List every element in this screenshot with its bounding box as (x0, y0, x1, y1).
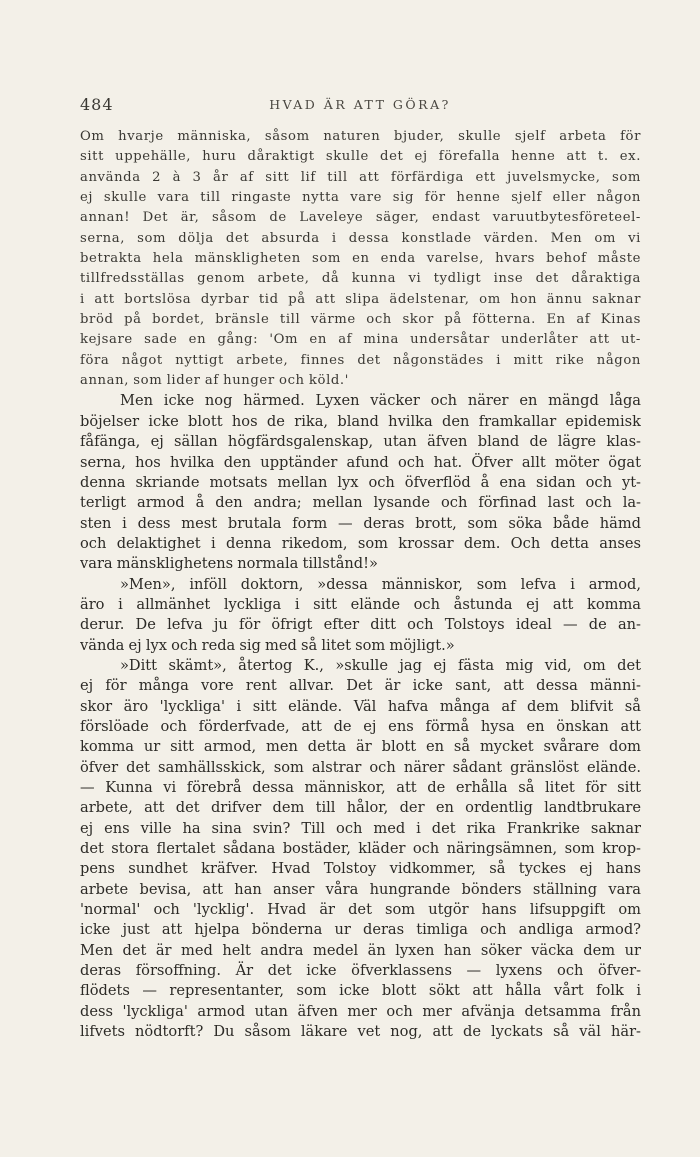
text-line: annan! Det är, såsom de Laveleye säger, endast varuutbytesföreteel- (80, 210, 641, 226)
text-line: serna, hos hvilka den upptänder afund och hat. Öfver allt möter ögat (80, 453, 641, 471)
text-line: pens sundhet kräfver. Hvad Tolstoy vidkommer, så tyckes ej hans (80, 860, 641, 878)
text-line: lifvets nödtorft? Du såsom läkare vet nog, att de lyckats så väl här- (80, 1023, 641, 1041)
text-line: använda 2 à 3 år af sitt lif till att förfärdiga ett juvelsmycke, som (80, 169, 641, 185)
text-line: öfver det samhällsskick, som alstrar och närer sådant gränslöst elände. (80, 758, 641, 776)
text-line: fåfänga, ej sällan högfärdsgalenskap, utan äfven bland de lägre klas- (80, 433, 641, 451)
text-line: det stora flertalet sådana bostäder, kläder och näringsämnen, som krop- (80, 840, 641, 858)
text-line: böjelser icke blott hos de rika, bland hvilka den framkallar epidemisk (80, 412, 641, 430)
text-line: sitt uppehälle, huru dåraktigt skulle det ej förefalla henne att t. ex. (80, 149, 641, 165)
text-line: »Men», inföll doktorn, »dessa människor, som lefva i armod, (120, 575, 641, 593)
text-line: komma ur sitt armod, men detta är blott en så mycket svårare dom (80, 738, 641, 756)
text-line: — Kunna vi förebrå dessa människor, att de erhålla så litet för sitt (80, 779, 641, 796)
text-line: vara mänsklighetens normala tillstånd!» (80, 555, 378, 573)
text-line: terligt armod å den andra; mellan lysande och förfinad last och la- (80, 494, 641, 512)
text-line: skor äro 'lyckliga' i sitt elände. Väl hafva många af dem blifvit så (80, 697, 641, 715)
text-line: Men icke nog härmed. Lyxen väcker och närer en mängd låga (120, 392, 641, 410)
running-title: HVAD ÄR ATT GÖRA? (269, 97, 451, 112)
text-line: flödets — representanter, som icke blott sökt att hålla vårt folk i (80, 982, 641, 1000)
text-line: föra något nyttigt arbete, finnes det någonstädes i mitt rike någon (80, 352, 641, 368)
text-line: och delaktighet i denna rikedom, som krossar dem. Och detta anses (80, 534, 641, 552)
text-line: bröd på bordet, bränsle till värme och skor på fötterna. En af Kinas (80, 312, 641, 328)
text-line: Om hvarje människa, såsom naturen bjuder, skulle sjelf arbeta för (80, 129, 641, 144)
page-number: 484 (80, 95, 114, 114)
text-line: arbete, att det drifver dem till hålor, der en ordentlig landtbrukare (80, 799, 641, 817)
text-line: serna, som dölja det absurda i dessa konstlade värden. Men om vi (80, 230, 641, 246)
text-line: deras försoffning. Är det icke öfverklassens — lyxens och öfver- (80, 962, 641, 980)
text-line: ej för många vore rent allvar. Det är icke sant, att dessa männi- (80, 677, 641, 695)
text-line: 'normal' och 'lycklig'. Hvad är det som utgör hans lifsuppgift om (80, 901, 641, 919)
text-line: derur. De lefva ju för öfrigt efter ditt och Tolstoys ideal — de an- (80, 616, 641, 634)
text-line: dess 'lyckliga' armod utan äfven mer och mer afvänja detsamma från (80, 1002, 641, 1020)
text-line: förslöade och förderfvade, att de ej ens förmå hysa en önskan att (80, 717, 641, 735)
text-line: ej skulle vara till ringaste nytta vare sig för henne sjelf eller någon (80, 190, 641, 206)
text-line: i att bortslösa dyrbar tid på att slipa ädelstenar, om hon ännu saknar (80, 291, 641, 307)
text-line: betrakta hela mänskligheten som en enda varelse, hvars behof måste (80, 251, 641, 267)
page-header (80, 95, 640, 117)
text-line: annan, som lider af hunger och köld.' (80, 373, 349, 389)
text-line: denna skriande motsats mellan lyx och öfverflöd å ena sidan och yt- (80, 473, 641, 491)
text-line: »Ditt skämt», återtog K., »skulle jag ej fästa mig vid, om det (120, 656, 641, 674)
text-line: vända ej lyx och reda sig med så litet som möjligt.» (80, 636, 455, 654)
text-line: icke just att hjelpa bönderna ur deras timliga och andliga armod? (80, 921, 641, 939)
text-line: ej ens ville ha sina svin? Till och med i det rika Frankrike saknar (80, 819, 641, 837)
text-line: äro i allmänhet lyckliga i sitt elände och åstunda ej att komma (80, 595, 641, 613)
text-line: Men det är med helt andra medel än lyxen han söker väcka dem ur (80, 941, 641, 959)
text-line: tillfredsställas genom arbete, då kunna vi tydligt inse det dåraktiga (80, 271, 641, 287)
text-line: kejsare sade en gång: 'Om en af mina undersåtar underlåter att ut- (80, 332, 641, 348)
body-text (80, 127, 641, 1042)
text-line: sten i dess mest brutala form — deras brott, som söka både hämd (80, 514, 641, 532)
text-line: arbete bevisa, att han anser våra hungrande bönders ställning vara (80, 880, 641, 898)
